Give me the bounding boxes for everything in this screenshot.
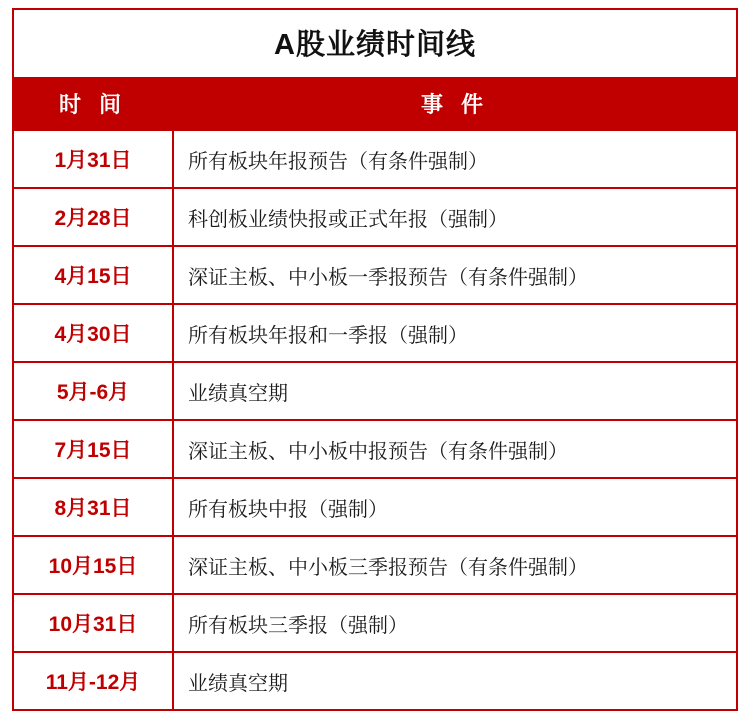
table-row <box>13 304 737 362</box>
table-row <box>13 130 737 188</box>
cell-event: 业绩真空期 <box>173 652 737 710</box>
cell-event: 深证主板、中小板三季报预告（有条件强制） <box>173 536 737 594</box>
cell-event: 所有板块中报（强制） <box>173 478 737 536</box>
table-row <box>13 594 737 652</box>
cell-date: 4月30日 <box>13 304 173 362</box>
cell-event: 业绩真空期 <box>173 362 737 420</box>
cell-event: 所有板块年报和一季报（强制） <box>173 304 737 362</box>
cell-date: 10月31日 <box>13 594 173 652</box>
cell-event: 所有板块年报预告（有条件强制） <box>173 130 737 188</box>
page-title: A股业绩时间线 <box>274 29 476 61</box>
cell-date: 1月31日 <box>13 130 173 188</box>
cell-event: 深证主板、中小板中报预告（有条件强制） <box>173 420 737 478</box>
cell-date: 7月15日 <box>13 420 173 478</box>
table-row <box>13 188 737 246</box>
cell-date: 5月-6月 <box>13 362 173 420</box>
column-header-event: 事 件 <box>173 78 737 130</box>
table-row <box>13 246 737 304</box>
table-header-row <box>13 78 737 130</box>
cell-event: 所有板块三季报（强制） <box>173 594 737 652</box>
timeline-table <box>12 8 738 711</box>
table-row <box>13 362 737 420</box>
cell-event: 深证主板、中小板一季报预告（有条件强制） <box>173 246 737 304</box>
cell-date: 10月15日 <box>13 536 173 594</box>
table-row <box>13 536 737 594</box>
column-header-date: 时 间 <box>13 78 173 130</box>
cell-date: 8月31日 <box>13 478 173 536</box>
cell-date: 4月15日 <box>13 246 173 304</box>
cell-event: 科创板业绩快报或正式年报（强制） <box>173 188 737 246</box>
table-body <box>13 130 737 710</box>
cell-date: 11月-12月 <box>13 652 173 710</box>
table-title-row <box>13 9 737 78</box>
table-row <box>13 420 737 478</box>
cell-date: 2月28日 <box>13 188 173 246</box>
table-row <box>13 652 737 710</box>
table-row <box>13 478 737 536</box>
title-cell <box>13 9 737 78</box>
